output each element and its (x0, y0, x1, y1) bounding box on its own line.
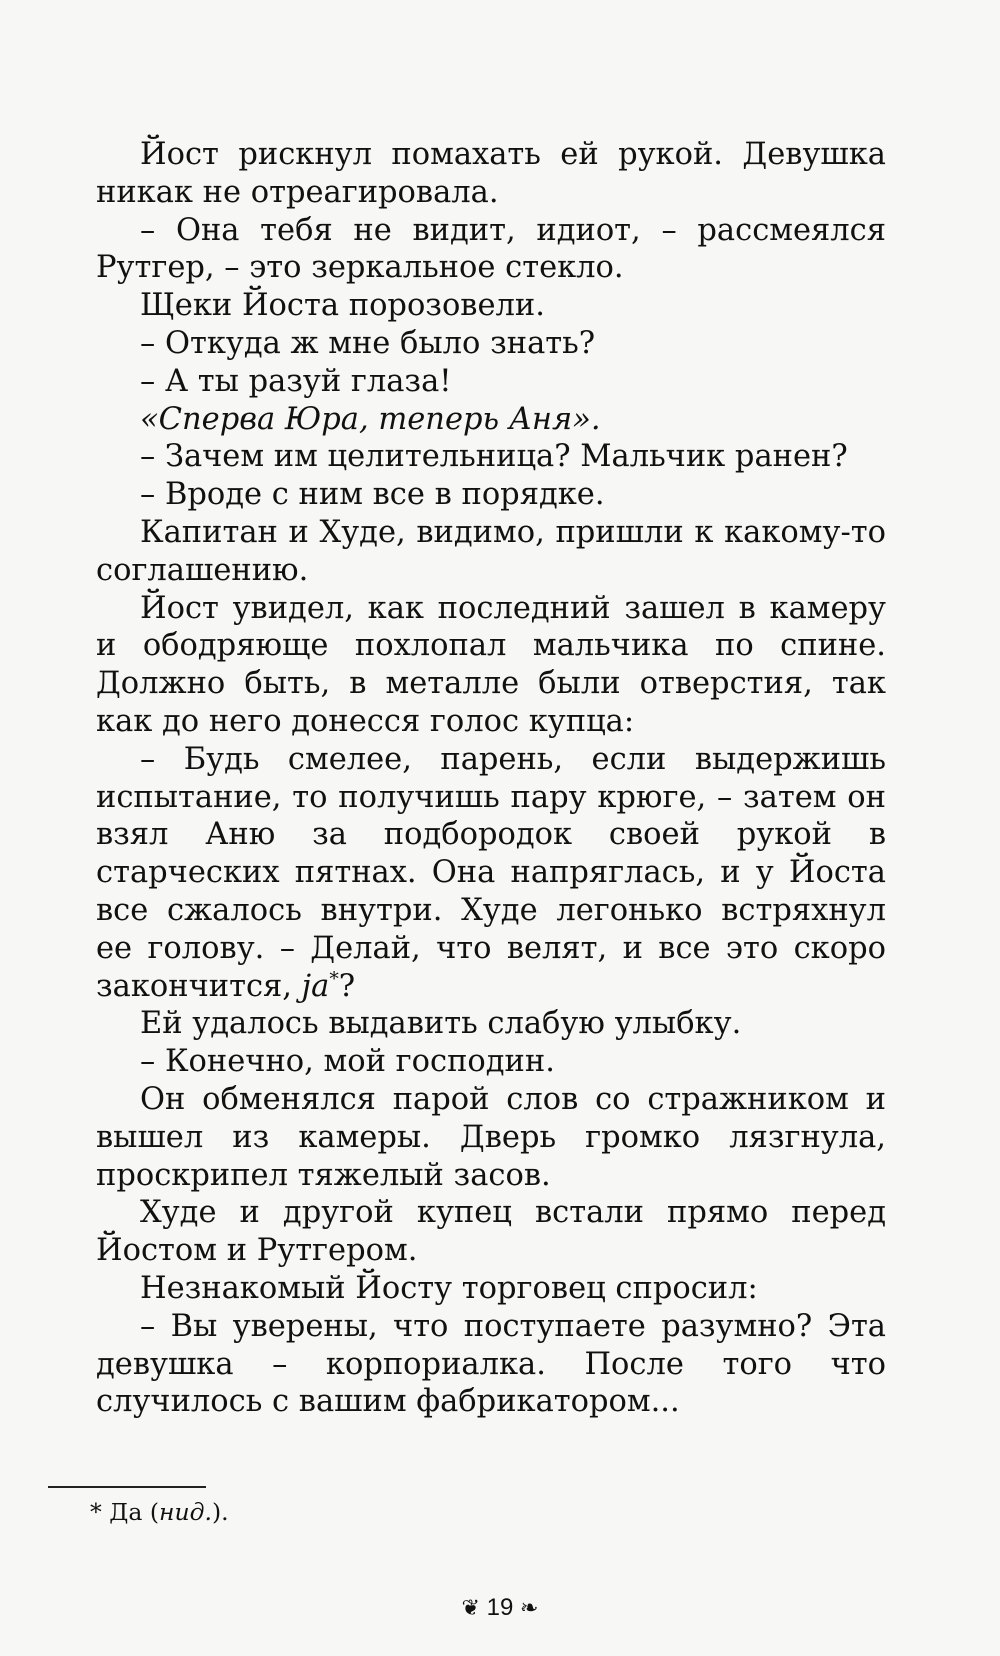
page-footer (0, 1593, 1000, 1624)
paragraph: – Конечно, мой господин. (140, 1044, 555, 1080)
footnote-text: Да ( (109, 1498, 159, 1526)
paragraph: – Вы уверены, что поступаете разумно? Эта девушка – корпориалка. После того что случилось с вашим фабрикатором... (96, 1308, 886, 1420)
italic-thought (96, 401, 886, 439)
paragraph-text: – Будь смелее, парень, если выдержишь испытание, то получишь пару крюге, – затем он взял Аню за подбородок своей рукой в старческих пятнах. Она напряглась, и у Йоста все сжалось внутри. Худе легонько встряхнул ее голову. – Делай, что велят, и все это скоро закончится, (96, 741, 886, 1004)
ornament-right-icon: ❧ (520, 1596, 539, 1621)
footnote-divider (48, 1486, 206, 1488)
paragraph: Щеки Йоста порозовели. (140, 288, 545, 324)
foreign-word: ja (301, 968, 330, 1004)
paragraph: – Откуда ж мне было знать? (140, 325, 596, 361)
footnote-abbr: нид. (159, 1498, 212, 1526)
body-text (96, 136, 886, 1421)
page-number: 19 (486, 1594, 514, 1621)
footnote-ref: * (329, 967, 339, 990)
footnote-mark: * (90, 1498, 102, 1526)
paragraph: – Вроде с ним все в порядке. (140, 477, 605, 513)
paragraph: – Зачем им целительница? Мальчик ранен? (140, 439, 848, 475)
paragraph: Ей удалось выдавить слабую улыбку. (140, 1006, 742, 1042)
paragraph-with-footnote (96, 741, 886, 1006)
paragraph: Йост рискнул помахать ей рукой. Девушка никак не отреагировала. (96, 137, 886, 210)
paragraph: Он обменялся парой слов со стражником и вышел из камеры. Дверь громко лязгнула, проскрипел тяжелый засов. (96, 1081, 886, 1193)
paragraph: Худе и другой купец встали прямо перед Йостом и Рутгером. (96, 1195, 886, 1269)
footnote (90, 1497, 229, 1527)
footnote-close: ). (211, 1498, 229, 1526)
italic-line: «Сперва Юра, теперь Аня». (140, 401, 601, 437)
paragraph: – Она тебя не видит, идиот, – рассмеялся Рутгер, – это зеркальное стекло. (96, 212, 886, 286)
ornament-left-icon: ❦ (461, 1596, 480, 1621)
paragraph: – А ты разуй глаза! (140, 363, 452, 399)
paragraph: Капитан и Худе, видимо, пришли к какому-то соглашению. (96, 514, 886, 588)
paragraph: Йост увидел, как последний зашел в камеру и ободряюще похлопал мальчика по спине. Должно быть, в металле были отверстия, так как до него донесся голос купца: (96, 590, 886, 739)
question-mark: ? (338, 968, 356, 1004)
paragraph: Незнакомый Йосту торговец спросил: (140, 1270, 758, 1306)
